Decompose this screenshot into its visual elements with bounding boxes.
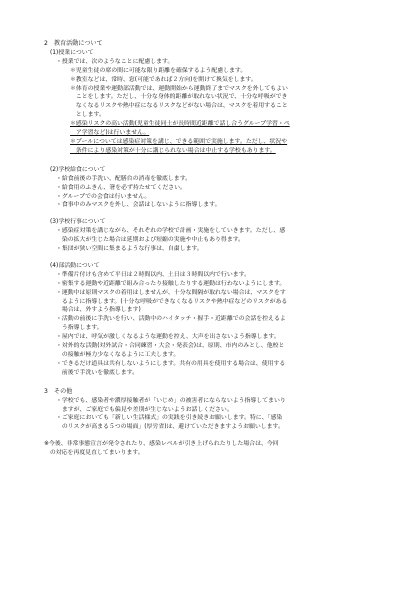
list-item: ・できるだけ道具は共有しないようにします。共有の用具を使用する場合は、使用する: [56, 360, 286, 367]
list-item: う指導します。: [56, 325, 103, 332]
list-item: ことをします。ただし、十分な身体的距離が取れない状況で、十分な呼吸ができ: [70, 94, 288, 101]
list-item: ＊体育の授業や運動部活動では、運動開始から運動終了までマスクを外してもよい: [70, 85, 288, 92]
list-item: ・グループでの会食は行いません。: [56, 193, 151, 200]
list-item: ・屋内では、呼気が激しくなるような運動を控え、大声を出さないよう指導します。: [56, 334, 280, 341]
underlined-item: ＊プールについては感染症対策を講じ、できる範囲で実施します。ただし、状況や: [70, 138, 288, 145]
underlined-item: ア学習など)は行いません。: [70, 130, 150, 137]
list-item: とします。: [70, 112, 105, 119]
list-item: ・集団が狭い空間に集まるような行事は、自粛します。: [56, 246, 203, 253]
closing-note: [44, 440, 384, 458]
list-item: ・感染症対策を講じながら、それぞれの学校で計画・実施をしていきます。ただし、感: [56, 228, 286, 235]
note-line: の対応を再度見直してまいります。: [44, 450, 144, 457]
list-item: 染の拡大が生じた場合は延期および短縮の実施や中止もあり得ます。: [56, 237, 245, 244]
clubs-heading: (4)部活動について: [50, 262, 100, 269]
list-item: ・学校でも、感染者や濃厚接触者が「いじめ」の被害者にならないよう指導してまいり: [56, 397, 286, 404]
underlined-item: ＊感染リスクの高い活動(児童生徒同士が長時間近距離で話し合うグループ学習・ペ: [70, 121, 290, 128]
note-line: ※今後、非常事態宣言が発令されたり、感染レベルが引き上げられたりした場合は、今回: [44, 441, 279, 448]
list-item: ・ご家庭においても「新しい生活様式」の実践を引き続きお願いします。特に、「感染: [56, 415, 283, 422]
list-item: るように指導します。(十分な呼吸ができなくなるリスクや熱中症などのリスクがある: [56, 298, 288, 305]
classes-list: [44, 67, 384, 156]
list-item: ・活動の前後に手洗いを行い、活動中のハイタッチ・握手・近距離での会話を控えるよ: [56, 316, 286, 323]
list-item: ・準備片付けも含めて平日は２時間以内、土日は３時間以内で行います。: [56, 271, 250, 278]
list-item: ・給食前後の手洗い、配膳台の消毒を徹底します。: [56, 175, 192, 182]
list-item: ・密集する運動や近距離で組み合ったり接触したりする運動は行わないようにします。: [56, 280, 286, 287]
events-heading: (3)学校行事について: [50, 219, 106, 226]
classes-heading: (1)授業について: [50, 49, 94, 56]
classes-intro: ・授業では、次のようなことに配慮します。: [56, 58, 174, 65]
list-item: ますが、ご家庭でも偏見や差別が生じないようお話しください。: [56, 406, 233, 413]
list-item: 前後で手洗いを徹底します。: [56, 369, 138, 376]
list-item: 場合は、外すよう指導します): [56, 307, 141, 314]
list-item: ・食事中のみマスクを外し、会話はしないように指導します。: [56, 202, 221, 209]
section-2-heading: 2 教育活動について: [44, 40, 103, 47]
clubs-list: [44, 271, 384, 378]
other-list: [44, 397, 384, 433]
list-item: のリスクが高まる５つの場面」(厚労省)は、避けていただきますようお願いします。: [56, 424, 284, 431]
list-item: ＊児童生徒の席の間に可能な限り距離を確保するよう配慮します。: [70, 67, 247, 74]
list-item: ・対外的な活動(対外試合・合同練習・大会・発表会)は、原則、市内のみとし、他校と: [56, 343, 285, 350]
list-item: ＊教室などは、常時、窓(可能であれば２方向)を開けて換気をします。: [70, 76, 257, 83]
list-item: の接触が極力少なくなるように工夫します。: [56, 352, 180, 358]
lunch-list: [44, 175, 384, 211]
section-3-heading: 3 その他: [44, 387, 73, 395]
list-item: ・給食用のふきん、箸を必ず持たせてください。: [56, 184, 186, 191]
events-list: [44, 227, 384, 254]
lunch-heading: (2)学校給食について: [50, 166, 106, 173]
underlined-item: 条件により感染対策が十分に講じられない場合は中止する学校もあります。: [70, 147, 276, 154]
list-item: ・運動中は原則マスクの着用はしませんが、十分な間隔が取れない場合は、マスクをす: [56, 289, 286, 296]
list-item: なくなるリスクや熱中症になるリスクなどがない場合は、マスクを着用すること: [70, 103, 288, 110]
